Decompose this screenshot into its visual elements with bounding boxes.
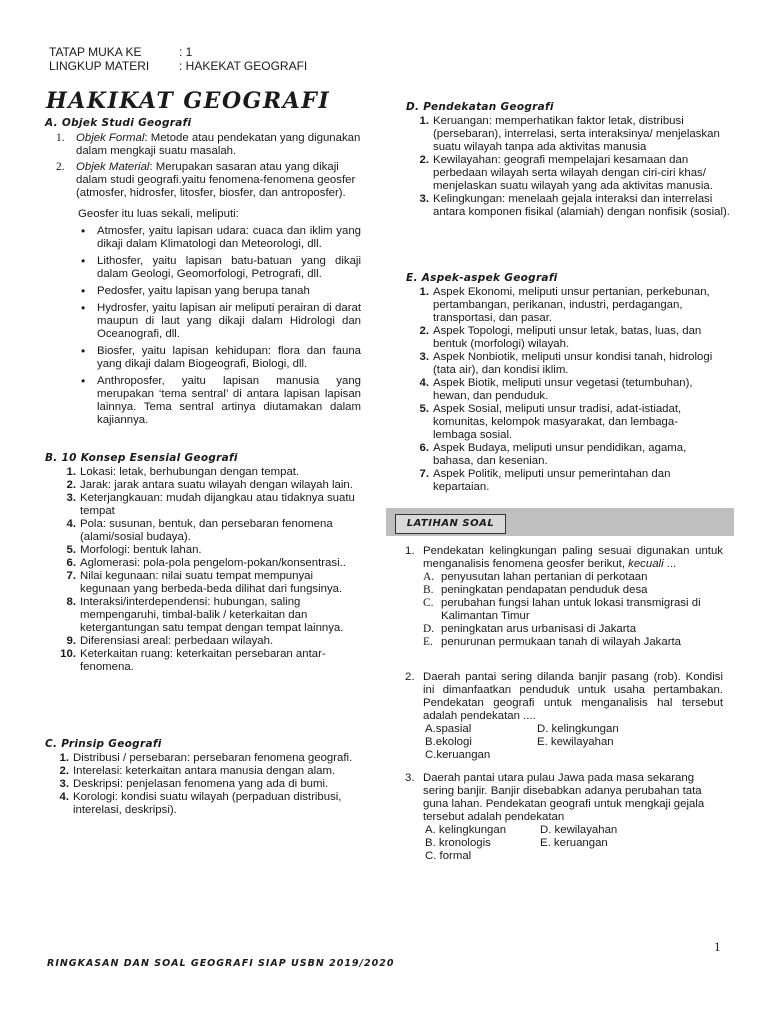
geosfer-bullets <box>56 225 361 427</box>
option-empty <box>540 850 723 863</box>
list-item: 6. Aglomerasi: pola-pola pengelom-pokan/konsentrasi.. <box>66 557 346 569</box>
list-item: • Pedosfer, yaitu lapisan yang berupa tanah <box>81 284 310 298</box>
section-c-list <box>53 752 353 817</box>
section-d-heading: D. Pendekatan Geografi <box>406 101 554 113</box>
list-item: 6. Aspek Budaya, meliputi unsur pendidikan, agama, bahasa, dan kesenian. <box>419 442 687 467</box>
list-item: 10. Keterkaitan ruang: keterkaitan persebaran antar-fenomena. <box>60 648 326 673</box>
option-b[interactable]: B.ekologi <box>425 736 472 748</box>
list-item: 3. Deskripsi: penjelasan fenomena yang ada di bumi. <box>59 778 329 790</box>
option-d[interactable]: D. kelingkungan <box>537 723 619 735</box>
option-b[interactable]: B. peningkatan pendapatan penduduk desa <box>423 584 648 596</box>
list-item: 3. Kelingkungan: menelaah gejala interaksi dan interrelasi antara komponen fisikal (alamiah) dengan nonfisik (sosial). <box>419 193 730 218</box>
list-item: 2. Jarak: jarak antara suatu wilayah dengan wilayah lain. <box>66 479 353 491</box>
section-b-list <box>60 466 360 674</box>
option-e[interactable]: E. kewilayahan <box>537 736 614 748</box>
list-item: • Hydrosfer, yaitu lapisan air meliputi perairan di darat maupun di laut yang dikaji dalam Hidrologi dan Oceanografi, dll. <box>81 301 361 340</box>
section-e-body <box>413 286 713 494</box>
list-item: 8. Interaksi/interdependensi: hubungan, saling mempengaruhi, timbal-balik / keterkaitan dan ketergantungan satu tempat dengan tempat lainnya. <box>66 596 344 634</box>
list-item: • Anthroposfer, yaitu lapisan manusia yang merupakan ‘tema sentral’ di antara lapisan lapisan lainnya. Tema sentral artinya diutamakan dalam kajiannya. <box>81 374 361 426</box>
question-3 <box>405 772 723 863</box>
geosfer-intro: Geosfer itu luas sekali, meliputi: <box>78 208 239 220</box>
list-item: 7. Nilai kegunaan: nilai suatu tempat mempunyai kegunaan yang berbeda-beda dilihat dari fungsinya. <box>66 570 343 595</box>
list-item: • Lithosfer, yaitu lapisan batu-batuan yang dikaji dalam Geologi, Geomorfologi, Petrografi, dll. <box>81 254 361 280</box>
option-e[interactable]: E. keruangan <box>540 837 608 849</box>
section-c-body <box>53 752 353 817</box>
list-item: • Atmosfer, yaitu lapisan udara: cuaca dan iklim yang dikaji dalam Klimatologi dan Meteorologi, dll. <box>81 224 361 250</box>
page-footer: RINGKASAN DAN SOAL GEOGRAFI SIAP USBN 2019/2020 <box>47 958 395 969</box>
list-item: 2. Kewilayahan: geografi mempelajari kesamaan dan perbedaan wilayah serta wilayah dengan ciri-ciri khas/ menjelaskan suatu wilayah yang ada aktivitas manusia. <box>419 154 713 192</box>
list-item: 1. Aspek Ekonomi, meliputi unsur pertanian, perkebunan, pertambangan, perikanan, industri, perdagangan, transportasi, dan pasar. <box>419 286 710 324</box>
section-a-body <box>56 132 361 431</box>
meeting-label: TATAP MUKA KE <box>49 45 142 59</box>
question-2-options <box>405 723 723 762</box>
list-item: 2. Interelasi: keterkaitan antara manusia dengan alam. <box>59 765 336 777</box>
exercise-banner-label: LATIHAN SOAL <box>395 514 506 534</box>
list-item: 3. Aspek Nonbiotik, meliputi unsur kondisi tanah, hidrologi (tata air), dan kondisi iklim. <box>419 351 713 376</box>
option-a[interactable]: A. kelingkungan <box>425 824 507 836</box>
option-c[interactable]: C. formal <box>425 850 472 862</box>
page-number: 1 <box>714 939 721 954</box>
option-b[interactable]: B. kronologis <box>425 837 491 849</box>
list-item: 2. Aspek Topologi, meliputi unsur letak, batas, luas, dan bentuk (morfologi) wilayah. <box>419 325 702 350</box>
scope-label: LINGKUP MATERI <box>49 59 150 73</box>
material-scope-info <box>49 59 307 74</box>
section-d-body <box>413 115 731 219</box>
list-item: 1. Lokasi: letak, berhubungan dengan tempat. <box>66 466 300 478</box>
list-item: 5. Morfologi: bentuk lahan. <box>66 544 202 556</box>
section-b-heading: B. 10 Konsep Esensial Geografi <box>45 452 238 464</box>
list-item: 4. Korologi: kondisi suatu wilayah (perpaduan distribusi, interelasi, deskripsi). <box>59 791 342 816</box>
list-item: 1. Objek Formal: Metode atau pendekatan yang digunakan dalam mengkaji suatu masalah. <box>56 132 361 157</box>
question-1-options <box>405 571 723 649</box>
section-e-list <box>413 286 713 494</box>
option-d[interactable]: D. kewilayahan <box>540 824 618 836</box>
page-title: HAKIKAT GEOGRAFI <box>46 88 331 114</box>
list-item: 5. Aspek Sosial, meliputi unsur tradisi, adat-istiadat, komunitas, kelompok masyarakat, dan lembaga-lembaga sosial. <box>419 403 682 441</box>
section-b-body <box>60 466 360 674</box>
option-empty <box>537 749 723 762</box>
section-d-list <box>413 115 731 219</box>
list-item: 1. Keruangan: memperhatikan faktor letak, distribusi (persebaran), interrelasi, serta interaksinya/ menjelaskan suatu wilayah tanpa ada aktivitas manusia <box>419 115 720 153</box>
option-d[interactable]: D. peningkatan arus urbanisasi di Jakarta <box>423 623 637 635</box>
option-a[interactable]: A. penyusutan lahan pertanian di perkotaan <box>423 571 648 583</box>
question-3-options <box>405 824 723 863</box>
scope-value: : HAKEKAT GEOGRAFI <box>179 59 308 73</box>
list-item: 4. Pola: susunan, bentuk, dan persebaran fenomena (alami/sosial budaya). <box>66 518 333 543</box>
meeting-info <box>49 45 192 60</box>
exercise-banner <box>386 508 734 536</box>
list-item: 3. Keterjangkauan: mudah dijangkau atau tidaknya suatu tempat <box>66 492 355 517</box>
section-c-heading: C. Prinsip Geografi <box>45 738 162 750</box>
question-1-stem: 1. Pendekatan kelingkungan paling sesuai digunakan untuk menganalisis fenomena geosfer berikut, kecuali ... <box>405 545 723 570</box>
section-e-heading: E. Aspek-aspek Geografi <box>406 272 558 284</box>
question-3-stem: 3. Daerah pantai utara pulau Jawa pada masa sekarang sering banjir. Banjir disebabkan adanya perubahan tata guna lahan. Pendekatan geografi untuk mengkaji gejala tersebut adalah pendekatan <box>405 772 705 823</box>
question-2 <box>405 671 723 762</box>
list-item: 7. Aspek Politik, meliputi unsur pemerintahan dan kepartaian. <box>419 468 671 493</box>
list-item: 2. Objek Material: Merupakan sasaran atau yang dikaji dalam studi geografi.yaitu fenomena-fenomena geosfer (atmosfer, hidrosfer, litosfer, biosfer, dan antroposfer). <box>56 161 356 199</box>
option-c[interactable]: C. perubahan fungsi lahan untuk lokasi transmigrasi di Kalimantan Timur <box>423 597 701 622</box>
list-item: 4. Aspek Biotik, meliputi unsur vegetasi (tetumbuhan), hewan, dan penduduk. <box>419 377 693 402</box>
list-item: 1. Distribusi / persebaran: persebaran fenomena geografi. <box>59 752 353 764</box>
question-1 <box>405 545 723 649</box>
list-item: 9. Diferensiasi areal: perbedaan wilayah. <box>66 635 274 647</box>
option-e[interactable]: E. penurunan permukaan tanah di wilayah Jakarta <box>423 636 681 648</box>
meeting-value: : 1 <box>179 45 193 59</box>
option-a[interactable]: A.spasial <box>425 723 472 735</box>
section-a-heading: A. Objek Studi Geografi <box>45 117 192 129</box>
section-a-list <box>56 132 361 200</box>
question-2-stem: 2. Daerah pantai sering dilanda banjir pasang (rob). Kondisi ini dimanfaatkan penduduk untuk usaha pertambakan. Pendekatan geografi untuk menganalisis hal tersebut adalah pendekatan .... <box>405 671 723 722</box>
option-c[interactable]: C.keruangan <box>425 749 491 761</box>
list-item: • Biosfer, yaitu lapisan kehidupan: flora dan fauna yang dikaji dalam Biogeografi, Biologi, dll. <box>81 344 361 370</box>
